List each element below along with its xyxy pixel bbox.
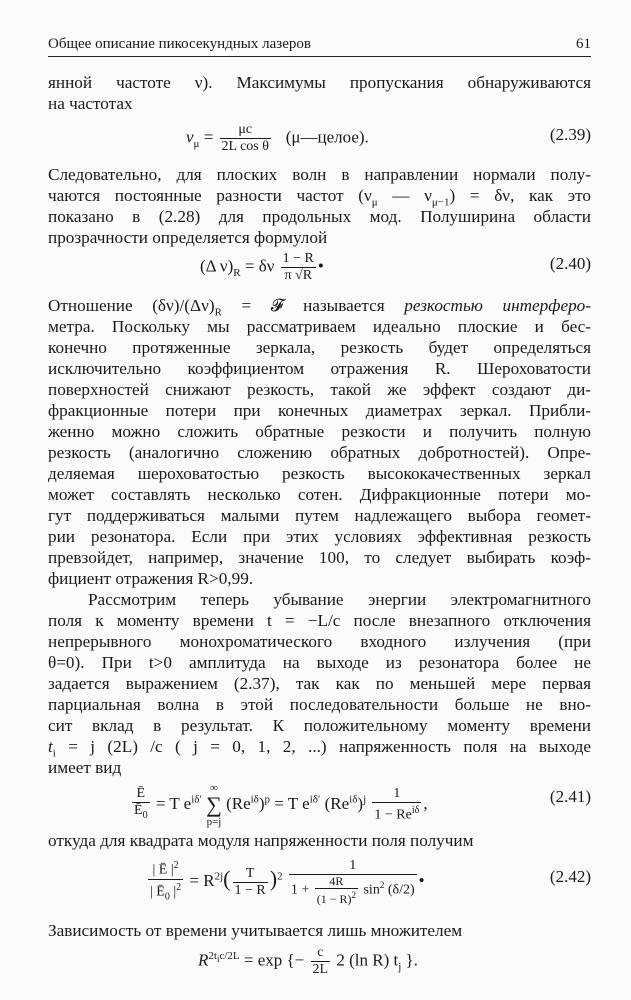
text-line: резкость (аналогично сложению обратных добротностей). Опре- [48, 443, 591, 462]
text-line: непрерывного монохроматического входного излучения (при [48, 632, 591, 651]
equation-2-39: $\nu_\mu$ = $\frac{\mu c}{\text{2L cos θ}}$ (μ—целое). [186, 122, 369, 154]
fraction: $\frac{4R}{(1 - R)^2}$ [316, 874, 356, 906]
equation-number: (2.40) [549, 254, 591, 273]
text-line: сит вклад в результат. К положительному моменту времени [48, 716, 591, 735]
summation: ∞ ∑ p=j [206, 782, 222, 828]
text-line: фракционные потери при конечных диаметрах зеркал. Прибли- [48, 401, 591, 420]
text-line: исключительно коэффициентом отражения R. Шероховатости [48, 359, 591, 378]
text-line: Зависимость от времени учитывается лишь множителем [48, 921, 463, 940]
text-line: показано в (2.28) для продольных мод. Полуширина области [48, 207, 591, 226]
text-line: Следовательно, для плоских волн в направлении нормали полу- [48, 165, 591, 184]
fraction: $\frac{Ē}{Ē_0}$ [134, 786, 148, 821]
text-line: прозрачности определяется формулой [48, 228, 328, 247]
text-line: чаются постоянные разности частот ($\nu_\mu$ — $\nu_{\mu-1}) = \delta\nu$, как это [48, 186, 591, 209]
text-line: задается выражением (2.37), так как по меньшей мере первая [48, 674, 591, 693]
fraction: $\frac{\mu c}{\text{2L cos θ}}$ [221, 122, 269, 154]
equation-number: (2.39) [549, 125, 591, 144]
equation-2-40: (Δ $\nu)_R = \delta\nu$ $\frac{1 - R}{\pi √R}$ • [200, 251, 324, 283]
fraction: $\frac{| Ē |^2}{| Ē_0 |^2}$ [150, 860, 182, 903]
fraction: $\frac{c}{2L}$ [312, 945, 329, 978]
text-line: $t_i = j$ (2L) /c ( j = 0, 1, 2, ...) напряженность поля на выходе [48, 737, 591, 760]
text-line: фициент отражения R>0,99. [48, 569, 254, 588]
text-line: на частотах [48, 94, 133, 113]
equation-2-41: $\frac{Ē}{Ē_0}$ = T $e^{i\delta'}$ ∞ ∑ p=j $(Re^{i\delta})^p = T$ $e^{i\delta'}$ $(Re^{i\delta})^j$ $\frac{1}{1 - Re^{i\delta}}$ , [134, 782, 428, 828]
equation-number: (2.42) [549, 867, 591, 886]
text-line: θ=0). При t>0 амплитуда на выходе из резонатора более не [48, 653, 591, 672]
text-line: рии резонатора. Если при этих условиях эффективная резкость [48, 527, 591, 546]
text-line: женно можно сложить обратные резкости и получить полную [48, 422, 591, 441]
text-line: поля к моменту времени t = −L/c после внезапного отключения [48, 611, 591, 630]
header-title: Общее описание пикосекундных лазеров [48, 36, 311, 52]
text-line: янной частоте ν). Максимумы пропускания обнаруживаются [48, 73, 591, 92]
text-line: превзойдет, например, значение 100, то следует выбирать коэф- [48, 548, 591, 567]
running-header [48, 34, 591, 57]
text-line: метра. Поскольку мы рассматриваем идеально плоские и бес- [48, 317, 591, 336]
text-line: имеет вид [48, 758, 122, 777]
text-line: конечно протяженные зеркала, резкость будет определяться [48, 338, 591, 357]
fraction: 1 1 + $\frac{4R}{(1 - R)^2}$ $\sin^2 (\delta/2)$ [290, 858, 415, 906]
equation-2-42: $\frac{| Ē |^2}{| Ē_0 |^2}$ = $R^{2j}$( $\frac{T}{1 - R}$ )$^2$ 1 1 + $\frac{4R}{(1 - R)^2}$ $\sin^2 (\delta/2)$ • [150, 858, 425, 906]
equation-number: (2.41) [549, 787, 591, 806]
text-line: гут поддерживаться малыми путем надлежащего выбора геомет- [48, 506, 591, 525]
page-number: 61 [576, 36, 591, 52]
text-line: поверхностей снижают резкость, такой же эффект создают ди- [48, 380, 591, 399]
text-line: откуда для квадрата модуля напряженности поля получим [48, 831, 474, 850]
text-line: может составлять несколько сотен. Дифракционные потери мо- [48, 485, 591, 504]
fraction: $\frac{T}{1 - R}$ [234, 865, 266, 898]
fraction: $\frac{1}{1 - Re^{i\delta}}$ [374, 786, 420, 823]
equation-time-factor: $R^{2t_ic/2L} = \exp$ {− $\frac{c}{2L}$ 2 (ln R) $t_j$ }. [198, 945, 418, 978]
text-line: Отношение $(\delta\nu)/(\Delta\nu)_R$ = 𝓕 называется резкостью интерферо- [48, 296, 591, 319]
fraction: $\frac{1 - R}{\pi √R}$ [282, 251, 314, 283]
text-line: деляемая шероховатостью резкость высококачественных зеркал [48, 464, 591, 483]
text-line: Рассмотрим теперь убывание энергии электромагнитного [88, 590, 591, 609]
text-line: парциальная волна в этой последовательности больше не вно- [48, 695, 591, 714]
